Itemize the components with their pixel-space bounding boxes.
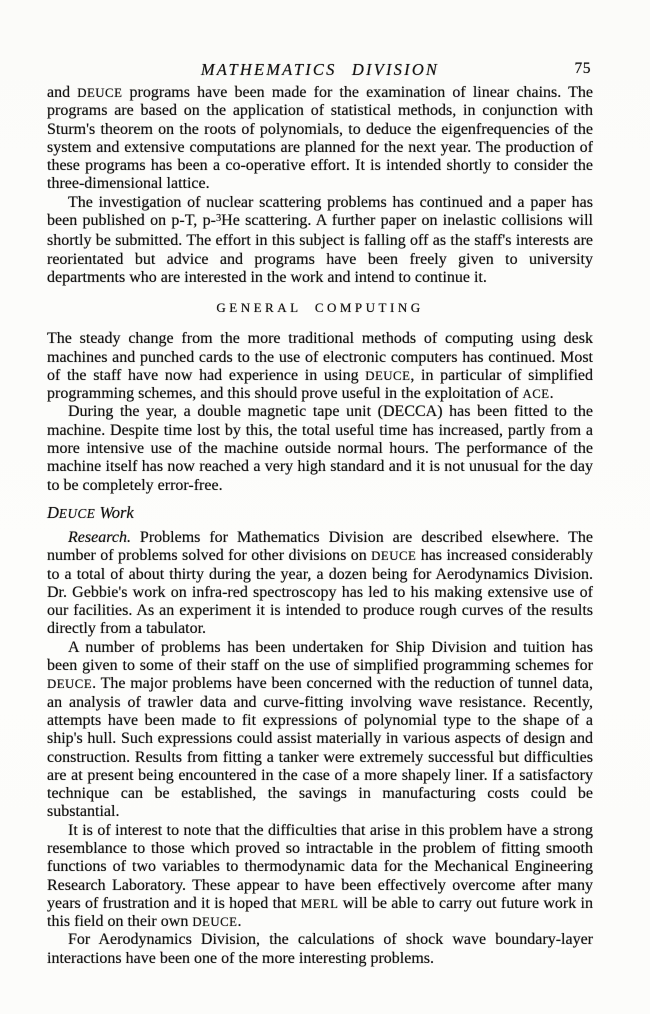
running-header — [47, 60, 593, 80]
page-title: MATHEMATICS DIVISION — [200, 60, 440, 79]
paragraph: During the year, a double magnetic tape unit (DECCA) has been fitted to the machine. Despite time lost by this, the total useful time has increased, partly from a more intensive use of the machine outside normal hours. The performance of the machine itself has now reached a very high standard and it is not unusual for the day to be completely error-free. — [47, 403, 593, 494]
paragraph: and DEUCE programs have been made for the examination of linear chains. The programs are based on the application of statistical methods, in conjunction with Sturm's theorem on the roots of polynomials, to deduce the eigenfrequencies of the system and extensive computations are planned for the next year. The production of these programs has been a co-operative effort. It is intended shortly to consider the three-dimensional lattice. — [47, 84, 593, 193]
section-heading: GENERAL COMPUTING — [216, 300, 424, 316]
subsection-heading: DEUCE Work — [47, 502, 134, 522]
page-content — [47, 60, 593, 968]
page-number: 75 — [574, 60, 591, 77]
paragraph: The steady change from the more traditional methods of computing using desk machines and punched cards to the use of electronic computers has continued. Most of the staff have now had experience in using DEUCE, in particular of simplified programming schemes, and this should prove useful in the exploitation of ACE. — [47, 330, 593, 403]
paragraph: For Aerodynamics Division, the calculations of shock wave boundary-layer interactions have been one of the more interesting problems. — [47, 931, 593, 967]
body-text — [47, 84, 593, 968]
paragraph: A number of problems has been undertaken for Ship Division and tuition has been given to some of their staff on the use of simplified programming schemes for DEUCE. The major problems have been concerned with the reduction of tunnel data, an analysis of trawler data and curve-fitting involving wave resistance. Recently, attempts have been made to fit expressions of polynomial type to the shape of a ship's hull. Such expressions could assist materially in various aspects of design and construction. Results from fitting a tanker were extremely successful but difficulties are at present being encountered in the case of a more shapely liner. If a satisfactory technique can be established, the savings in manufacturing costs could be substantial. — [47, 638, 593, 821]
paragraph: Research. Problems for Mathematics Division are described elsewhere. The number of problems solved for other divisions on DEUCE has increased considerably to a total of about thirty during the year, a dozen being for Aerodynamics Division. Dr. Gebbie's work on infra-red spectroscopy has led to his making extensive use of our facilities. As an experiment it is intended to produce rough curves of the results directly from a tabulator. — [47, 528, 594, 638]
paragraph: The investigation of nuclear scattering problems has continued and a paper has been published on p-T, p-$^3$He scattering. A further paper on inelastic collisions will shortly be submitted. The effort in this subject is falling off as the staff's interests are reorientated but advice and programs have been freely given to university departments who are interested in the work and intend to continue it. — [47, 193, 593, 286]
paragraph: It is of interest to note that the difficulties that arise in this problem have a strong resemblance to those which proved so intractable in the problem of fitting smooth functions of two variables to thermodynamic data for the Mechanical Engineering Research Laboratory. These appear to have been effectively overcome after many years of frustration and it is hoped that MERL will be able to carry out future work in this field on their own DEUCE. — [47, 821, 593, 931]
